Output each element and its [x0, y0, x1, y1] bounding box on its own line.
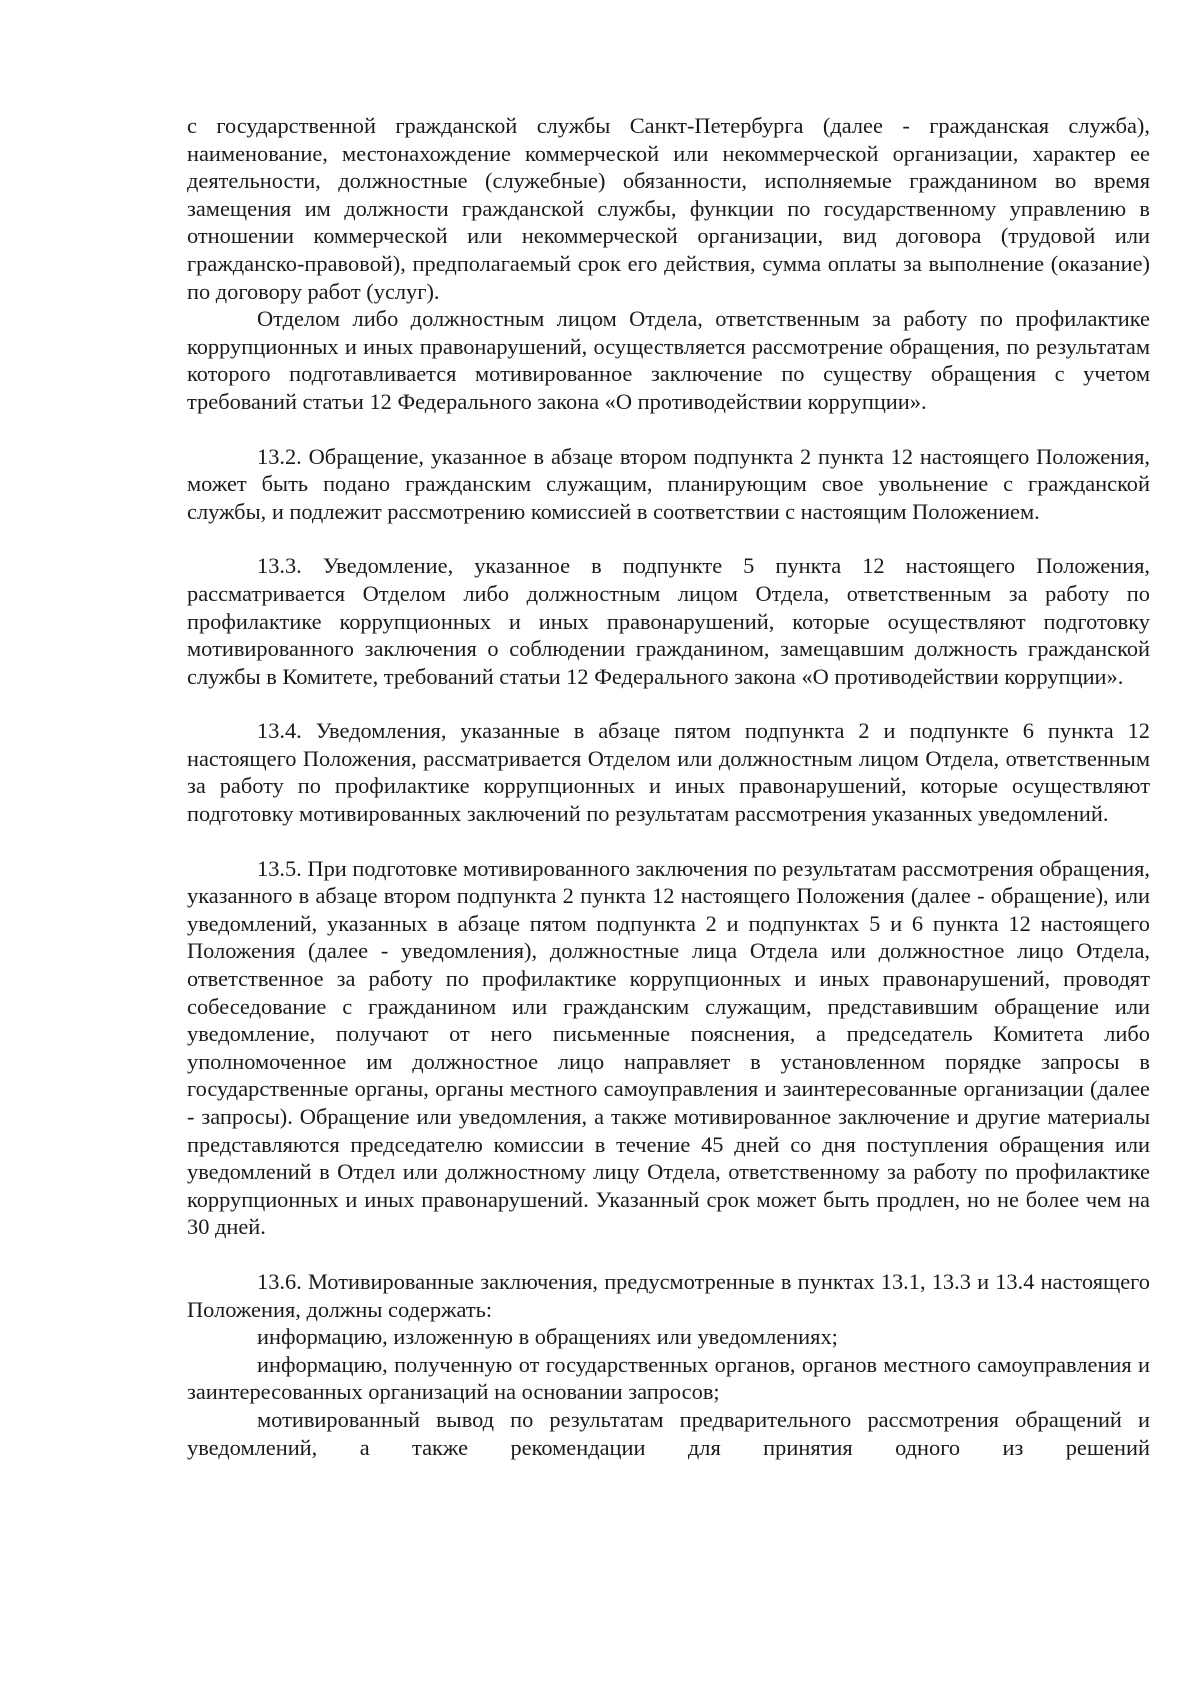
list-item-motivated-conclusion: мотивированный вывод по результатам предварительного рассмотрения обращений и уведомлений, а также рекомендации для принятия одного из решений [187, 1406, 1150, 1460]
paragraph-department-review: Отделом либо должностным лицом Отдела, ответственным за работу по профилактике коррупционных и иных правонарушений, осуществляется рассмотрение обращения, по результатам которого подготавливается мотивированное заключение по существу обращения с учетом требований статьи 12 Федерального закона «О противодействии коррупции». [187, 306, 1150, 414]
paragraph-13-5: 13.5. При подготовке мотивированного заключения по результатам рассмотрения обращения, указанного в абзаце втором подпункта 2 пункта 12 настоящего Положения (далее - обращение), или уведомлений, указанных в абзаце пятом подпункта 2 и подпунктах 5 и 6 пункта 12 настоящего Положения (далее - уведомления), должностные лица Отдела или должностное лицо Отдела, ответственное за работу по профилактике коррупционных и иных правонарушений, проводят собеседование с гражданином или гражданским служащим, представившим обращение или уведомление, получают от него письменные пояснения, а председатель Комитета либо уполномоченное им должностное лицо направляет в установленном порядке запросы в государственные органы, органы местного самоуправления и заинтересованные организации (далее - запросы). Обращение или уведомления, а также мотивированное заключение и другие материалы представляются председателю комиссии в течение 45 дней со дня поступления обращения или уведомлений в Отдел или должностному лицу Отдела, ответственному за работу по профилактике коррупционных и иных правонарушений. Указанный срок может быть продлен, но не более чем на 30 дней. [187, 855, 1150, 1240]
paragraph-13-4: 13.4. Уведомления, указанные в абзаце пятом подпункта 2 и подпункте 6 пункта 12 настоящего Положения, рассматривается Отделом или должностным лицом Отдела, ответственным за работу по профилактике коррупционных и иных правонарушений, которые осуществляют подготовку мотивированных заключений по результатам рассмотрения указанных уведомлений. [187, 718, 1150, 827]
paragraph-13-6: 13.6. Мотивированные заключения, предусмотренные в пунктах 13.1, 13.3 и 13.4 настоящего Положения, должны содержать: [187, 1268, 1150, 1322]
paragraph-continuation: с государственной гражданской службы Санкт-Петербурга (далее - гражданская служба), наименование, местонахождение коммерческой или некоммерческой организации, характер ее деятельности, должностные (служебные) обязанности, исполняемые гражданином во время замещения им должности гражданской службы, функции по государственному управлению в отношении коммерческой или некоммерческой организации, вид договора (трудовой или гражданско-правовой), предполагаемый срок его действия, сумма оплаты за выполнение (оказание) по договору работ (услуг). [187, 113, 1150, 304]
paragraph-13-2: 13.2. Обращение, указанное в абзаце втором подпункта 2 пункта 12 настоящего Положения, может быть подано гражданским служащим, планирующим свое увольнение с гражданской службы, и подлежит рассмотрению комиссией в соответствии с настоящим Положением. [187, 443, 1150, 524]
paragraph-13-3: 13.3. Уведомление, указанное в подпункте 5 пункта 12 настоящего Положения, рассматривается Отделом либо должностным лицом Отдела, ответственным за работу по профилактике коррупционных и иных правонарушений, которые осуществляют подготовку мотивированного заключения о соблюдении гражданином, замещавшим должность гражданской службы в Комитете, требований статьи 12 Федерального закона «О противодействии коррупции». [187, 553, 1150, 689]
list-item-information-from-requests: информацию, изложенную в обращениях или уведомлениях; [257, 1324, 838, 1350]
list-item-information-received: информацию, полученную от государственных органов, органов местного самоуправления и заинтересованных организаций на основании запросов; [187, 1351, 1150, 1405]
document-body [187, 112, 1150, 1461]
